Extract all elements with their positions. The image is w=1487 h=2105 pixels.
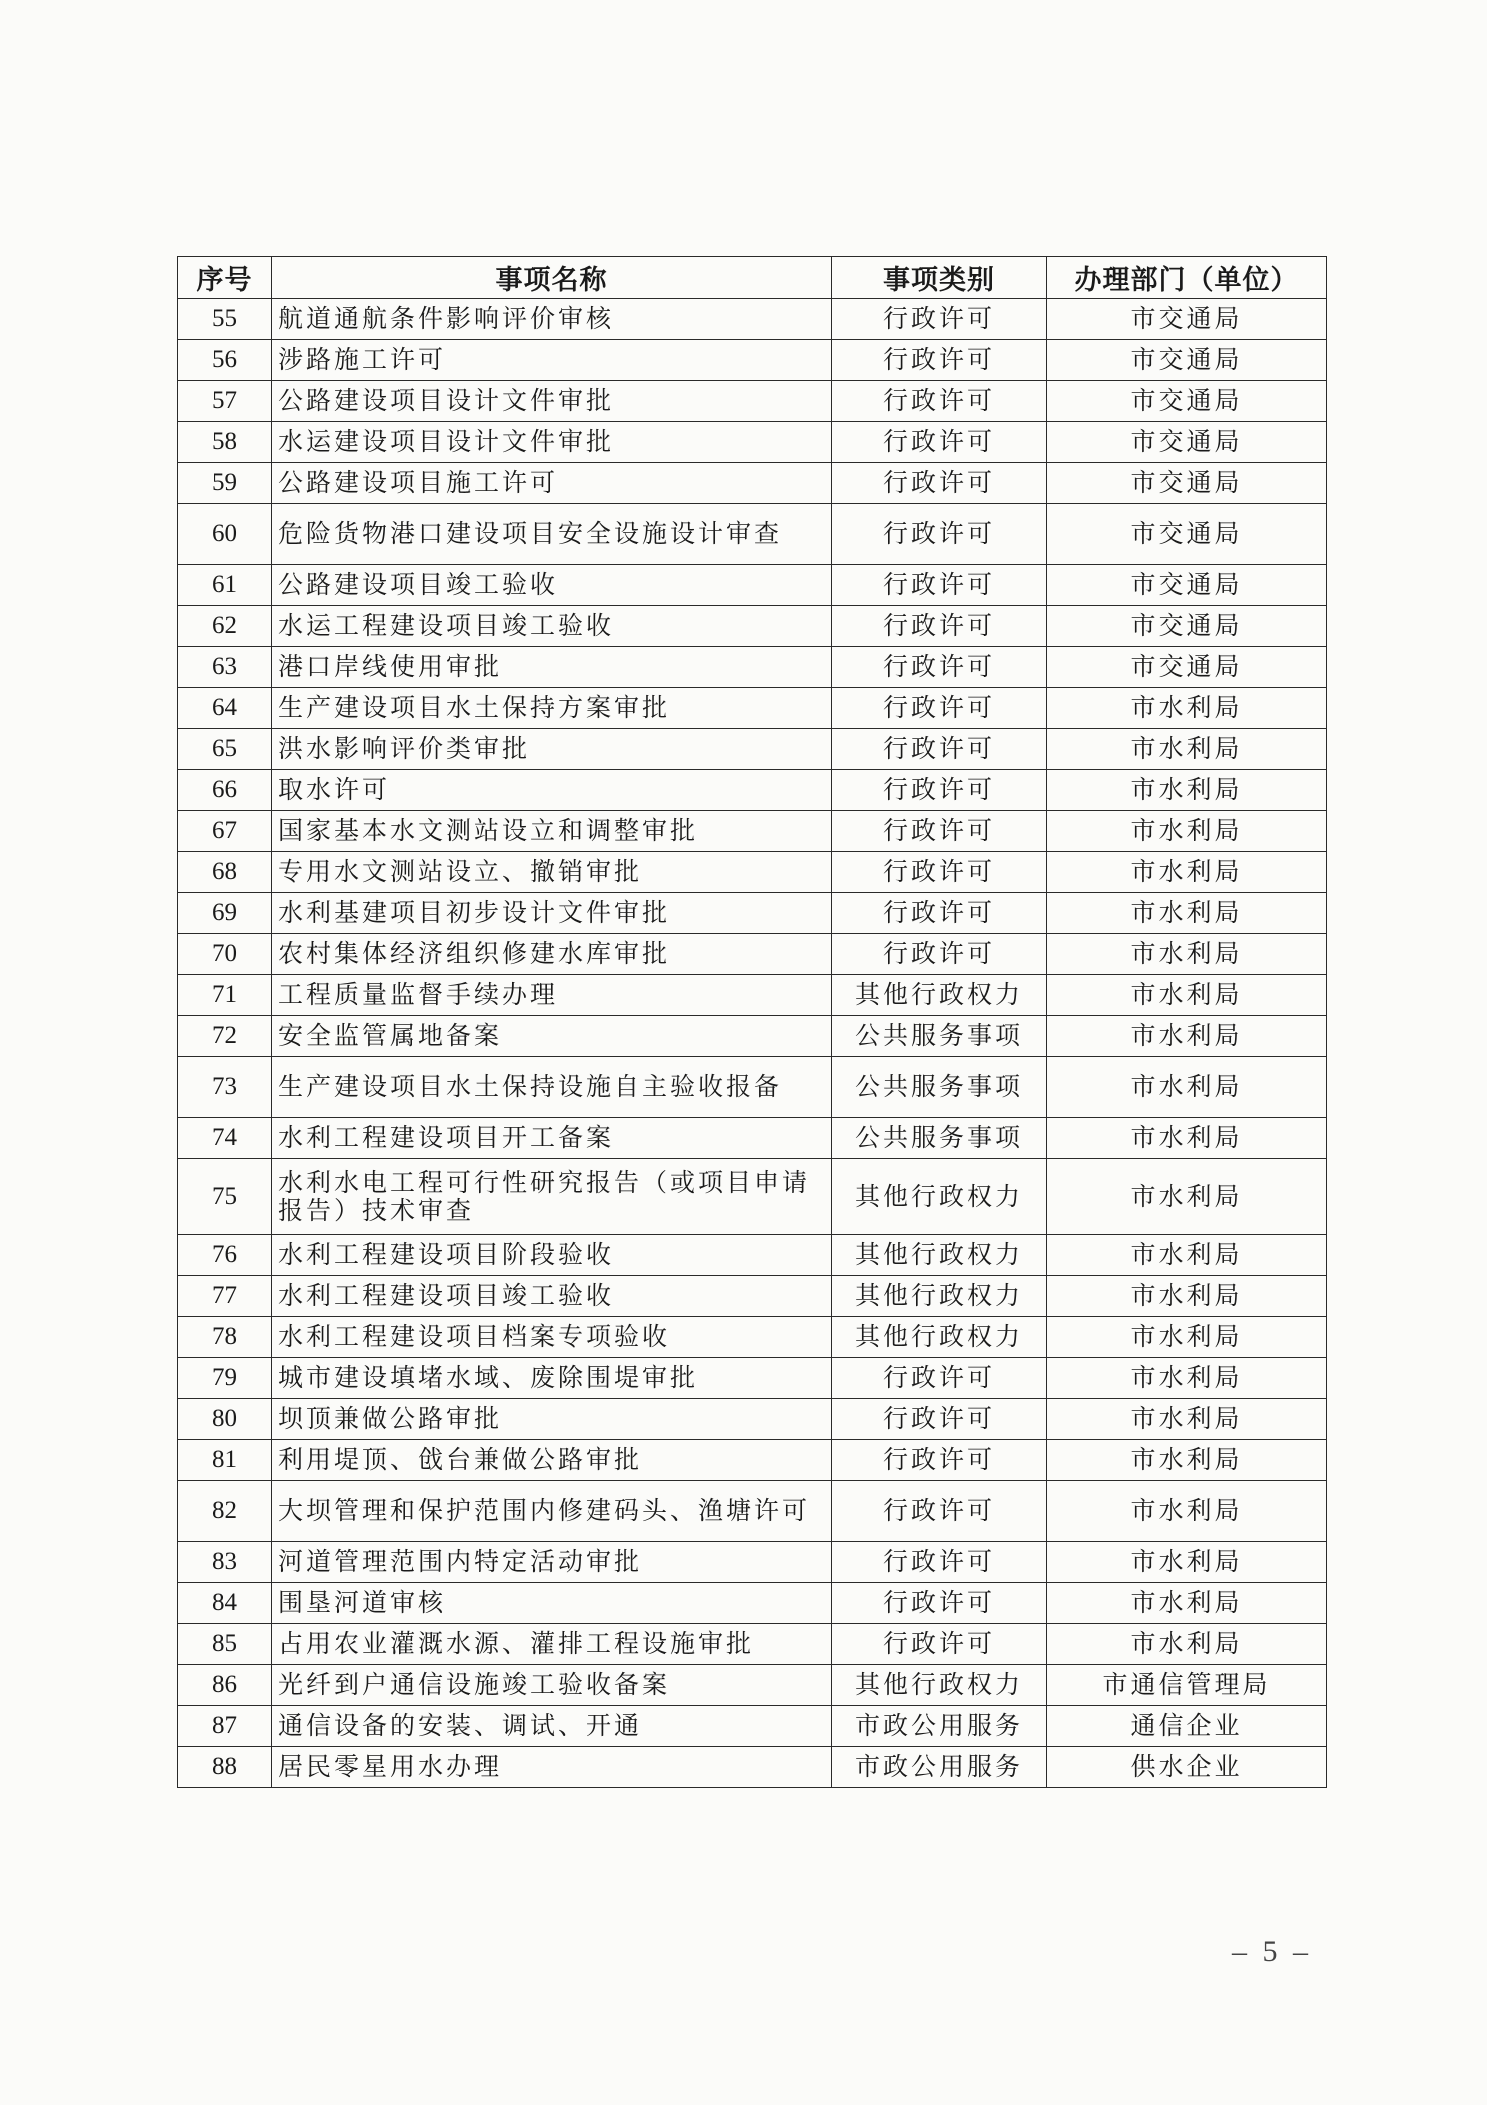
handling-department: 市交通局 — [1047, 299, 1327, 340]
item-category: 公共服务事项 — [832, 1057, 1047, 1118]
table-row — [178, 934, 1327, 975]
item-name: 占用农业灌溉水源、灌排工程设施审批 — [272, 1624, 832, 1665]
item-category: 行政许可 — [832, 647, 1047, 688]
handling-department: 市水利局 — [1047, 688, 1327, 729]
item-name: 涉路施工许可 — [272, 340, 832, 381]
row-number: 80 — [178, 1399, 272, 1440]
header-dept: 办理部门（单位） — [1047, 257, 1327, 299]
handling-department: 市水利局 — [1047, 1358, 1327, 1399]
item-name: 光纤到户通信设施竣工验收备案 — [272, 1665, 832, 1706]
handling-department: 市水利局 — [1047, 1542, 1327, 1583]
handling-department: 市水利局 — [1047, 1624, 1327, 1665]
table-row — [178, 1057, 1327, 1118]
item-category: 行政许可 — [832, 1399, 1047, 1440]
item-category: 行政许可 — [832, 811, 1047, 852]
item-name: 坝顶兼做公路审批 — [272, 1399, 832, 1440]
table-row — [178, 1358, 1327, 1399]
table-row — [178, 565, 1327, 606]
item-category: 行政许可 — [832, 1481, 1047, 1542]
item-name: 生产建设项目水土保持设施自主验收报备 — [272, 1057, 832, 1118]
header-name: 事项名称 — [272, 257, 832, 299]
handling-department: 市水利局 — [1047, 975, 1327, 1016]
row-number: 70 — [178, 934, 272, 975]
item-category: 其他行政权力 — [832, 1235, 1047, 1276]
handling-department: 市水利局 — [1047, 1399, 1327, 1440]
item-category: 行政许可 — [832, 299, 1047, 340]
item-category: 行政许可 — [832, 504, 1047, 565]
row-number: 79 — [178, 1358, 272, 1399]
item-name: 河道管理范围内特定活动审批 — [272, 1542, 832, 1583]
item-name: 国家基本水文测站设立和调整审批 — [272, 811, 832, 852]
table-row — [178, 1583, 1327, 1624]
item-category: 其他行政权力 — [832, 1317, 1047, 1358]
handling-department: 市水利局 — [1047, 1583, 1327, 1624]
item-name: 取水许可 — [272, 770, 832, 811]
row-number: 85 — [178, 1624, 272, 1665]
table-row — [178, 504, 1327, 565]
item-name: 大坝管理和保护范围内修建码头、渔塘许可 — [272, 1481, 832, 1542]
table-row — [178, 852, 1327, 893]
row-number: 58 — [178, 422, 272, 463]
item-name: 水利基建项目初步设计文件审批 — [272, 893, 832, 934]
item-category: 行政许可 — [832, 729, 1047, 770]
handling-department: 市水利局 — [1047, 1317, 1327, 1358]
row-number: 76 — [178, 1235, 272, 1276]
handling-department: 市交通局 — [1047, 340, 1327, 381]
item-name: 水运建设项目设计文件审批 — [272, 422, 832, 463]
item-name: 水运工程建设项目竣工验收 — [272, 606, 832, 647]
table-row — [178, 1159, 1327, 1235]
item-name: 居民零星用水办理 — [272, 1747, 832, 1788]
table-row — [178, 893, 1327, 934]
item-name: 工程质量监督手续办理 — [272, 975, 832, 1016]
handling-department: 市水利局 — [1047, 1057, 1327, 1118]
handling-department: 市交通局 — [1047, 606, 1327, 647]
table-row — [178, 1235, 1327, 1276]
item-name: 公路建设项目设计文件审批 — [272, 381, 832, 422]
row-number: 71 — [178, 975, 272, 1016]
handling-department: 市交通局 — [1047, 504, 1327, 565]
row-number: 77 — [178, 1276, 272, 1317]
handling-department: 市水利局 — [1047, 811, 1327, 852]
item-category: 其他行政权力 — [832, 1276, 1047, 1317]
table-row — [178, 1399, 1327, 1440]
item-name: 城市建设填堵水域、废除围堤审批 — [272, 1358, 832, 1399]
item-category: 行政许可 — [832, 688, 1047, 729]
page-number: – 5 – — [1232, 1935, 1312, 1968]
handling-department: 市水利局 — [1047, 934, 1327, 975]
table-row — [178, 1542, 1327, 1583]
row-number: 88 — [178, 1747, 272, 1788]
table-row — [178, 1624, 1327, 1665]
item-category: 行政许可 — [832, 1583, 1047, 1624]
table-row — [178, 340, 1327, 381]
item-category: 行政许可 — [832, 606, 1047, 647]
table-row — [178, 1276, 1327, 1317]
row-number: 86 — [178, 1665, 272, 1706]
row-number: 84 — [178, 1583, 272, 1624]
table-row — [178, 1481, 1327, 1542]
handling-department: 市水利局 — [1047, 1276, 1327, 1317]
table-row — [178, 1317, 1327, 1358]
row-number: 83 — [178, 1542, 272, 1583]
handling-department: 市水利局 — [1047, 1481, 1327, 1542]
item-category: 市政公用服务 — [832, 1706, 1047, 1747]
row-number: 64 — [178, 688, 272, 729]
item-name: 通信设备的安装、调试、开通 — [272, 1706, 832, 1747]
table-row — [178, 606, 1327, 647]
table-row — [178, 422, 1327, 463]
handling-department: 供水企业 — [1047, 1747, 1327, 1788]
table-row — [178, 299, 1327, 340]
handling-department: 市交通局 — [1047, 565, 1327, 606]
handling-department: 市水利局 — [1047, 893, 1327, 934]
item-category: 行政许可 — [832, 770, 1047, 811]
item-name: 专用水文测站设立、撤销审批 — [272, 852, 832, 893]
table-row — [178, 1747, 1327, 1788]
table-row — [178, 381, 1327, 422]
item-name: 农村集体经济组织修建水库审批 — [272, 934, 832, 975]
handling-department: 市水利局 — [1047, 1118, 1327, 1159]
row-number: 73 — [178, 1057, 272, 1118]
row-number: 82 — [178, 1481, 272, 1542]
row-number: 74 — [178, 1118, 272, 1159]
item-category: 行政许可 — [832, 565, 1047, 606]
header-type: 事项类别 — [832, 257, 1047, 299]
table-row — [178, 729, 1327, 770]
table-header-row — [178, 257, 1327, 299]
table-row — [178, 1440, 1327, 1481]
handling-department: 市交通局 — [1047, 647, 1327, 688]
item-category: 行政许可 — [832, 340, 1047, 381]
item-category: 其他行政权力 — [832, 975, 1047, 1016]
item-category: 行政许可 — [832, 893, 1047, 934]
item-category: 行政许可 — [832, 934, 1047, 975]
table-row — [178, 811, 1327, 852]
row-number: 65 — [178, 729, 272, 770]
item-category: 行政许可 — [832, 1440, 1047, 1481]
row-number: 61 — [178, 565, 272, 606]
row-number: 78 — [178, 1317, 272, 1358]
item-name: 水利工程建设项目档案专项验收 — [272, 1317, 832, 1358]
item-name: 水利工程建设项目阶段验收 — [272, 1235, 832, 1276]
handling-department: 市通信管理局 — [1047, 1665, 1327, 1706]
item-category: 行政许可 — [832, 381, 1047, 422]
table-row — [178, 463, 1327, 504]
item-name: 水利工程建设项目竣工验收 — [272, 1276, 832, 1317]
row-number: 63 — [178, 647, 272, 688]
handling-department: 市交通局 — [1047, 381, 1327, 422]
item-name: 港口岸线使用审批 — [272, 647, 832, 688]
row-number: 66 — [178, 770, 272, 811]
row-number: 87 — [178, 1706, 272, 1747]
row-number: 56 — [178, 340, 272, 381]
table-row — [178, 1016, 1327, 1057]
table-row — [178, 770, 1327, 811]
item-name: 危险货物港口建设项目安全设施设计审查 — [272, 504, 832, 565]
item-name: 围垦河道审核 — [272, 1583, 832, 1624]
handling-department: 市水利局 — [1047, 1159, 1327, 1235]
item-category: 行政许可 — [832, 1624, 1047, 1665]
table-row — [178, 647, 1327, 688]
row-number: 72 — [178, 1016, 272, 1057]
handling-department: 市交通局 — [1047, 463, 1327, 504]
handling-department: 市交通局 — [1047, 422, 1327, 463]
item-category: 行政许可 — [832, 1542, 1047, 1583]
item-name: 生产建设项目水土保持方案审批 — [272, 688, 832, 729]
row-number: 69 — [178, 893, 272, 934]
handling-department: 市水利局 — [1047, 1440, 1327, 1481]
row-number: 68 — [178, 852, 272, 893]
handling-department: 市水利局 — [1047, 1235, 1327, 1276]
item-category: 行政许可 — [832, 852, 1047, 893]
row-number: 60 — [178, 504, 272, 565]
item-name: 洪水影响评价类审批 — [272, 729, 832, 770]
table-row — [178, 1706, 1327, 1747]
items-table — [177, 256, 1327, 1788]
item-name: 航道通航条件影响评价审核 — [272, 299, 832, 340]
row-number: 62 — [178, 606, 272, 647]
item-category: 公共服务事项 — [832, 1118, 1047, 1159]
table-row — [178, 1118, 1327, 1159]
row-number: 67 — [178, 811, 272, 852]
header-no: 序号 — [178, 257, 272, 299]
handling-department: 市水利局 — [1047, 1016, 1327, 1057]
item-name: 公路建设项目竣工验收 — [272, 565, 832, 606]
item-category: 其他行政权力 — [832, 1665, 1047, 1706]
handling-department: 市水利局 — [1047, 852, 1327, 893]
item-name: 水利水电工程可行性研究报告（或项目申请报告）技术审查 — [272, 1159, 832, 1235]
item-category: 行政许可 — [832, 1358, 1047, 1399]
row-number: 75 — [178, 1159, 272, 1235]
handling-department: 市水利局 — [1047, 729, 1327, 770]
table-row — [178, 1665, 1327, 1706]
table-body — [178, 299, 1327, 1788]
row-number: 55 — [178, 299, 272, 340]
handling-department: 市水利局 — [1047, 770, 1327, 811]
handling-department: 通信企业 — [1047, 1706, 1327, 1747]
item-category: 行政许可 — [832, 422, 1047, 463]
item-name: 公路建设项目施工许可 — [272, 463, 832, 504]
item-name: 利用堤顶、戗台兼做公路审批 — [272, 1440, 832, 1481]
table-row — [178, 688, 1327, 729]
item-category: 公共服务事项 — [832, 1016, 1047, 1057]
item-category: 行政许可 — [832, 463, 1047, 504]
item-category: 市政公用服务 — [832, 1747, 1047, 1788]
row-number: 59 — [178, 463, 272, 504]
table-row — [178, 975, 1327, 1016]
row-number: 81 — [178, 1440, 272, 1481]
row-number: 57 — [178, 381, 272, 422]
item-category: 其他行政权力 — [832, 1159, 1047, 1235]
item-name: 水利工程建设项目开工备案 — [272, 1118, 832, 1159]
item-name: 安全监管属地备案 — [272, 1016, 832, 1057]
